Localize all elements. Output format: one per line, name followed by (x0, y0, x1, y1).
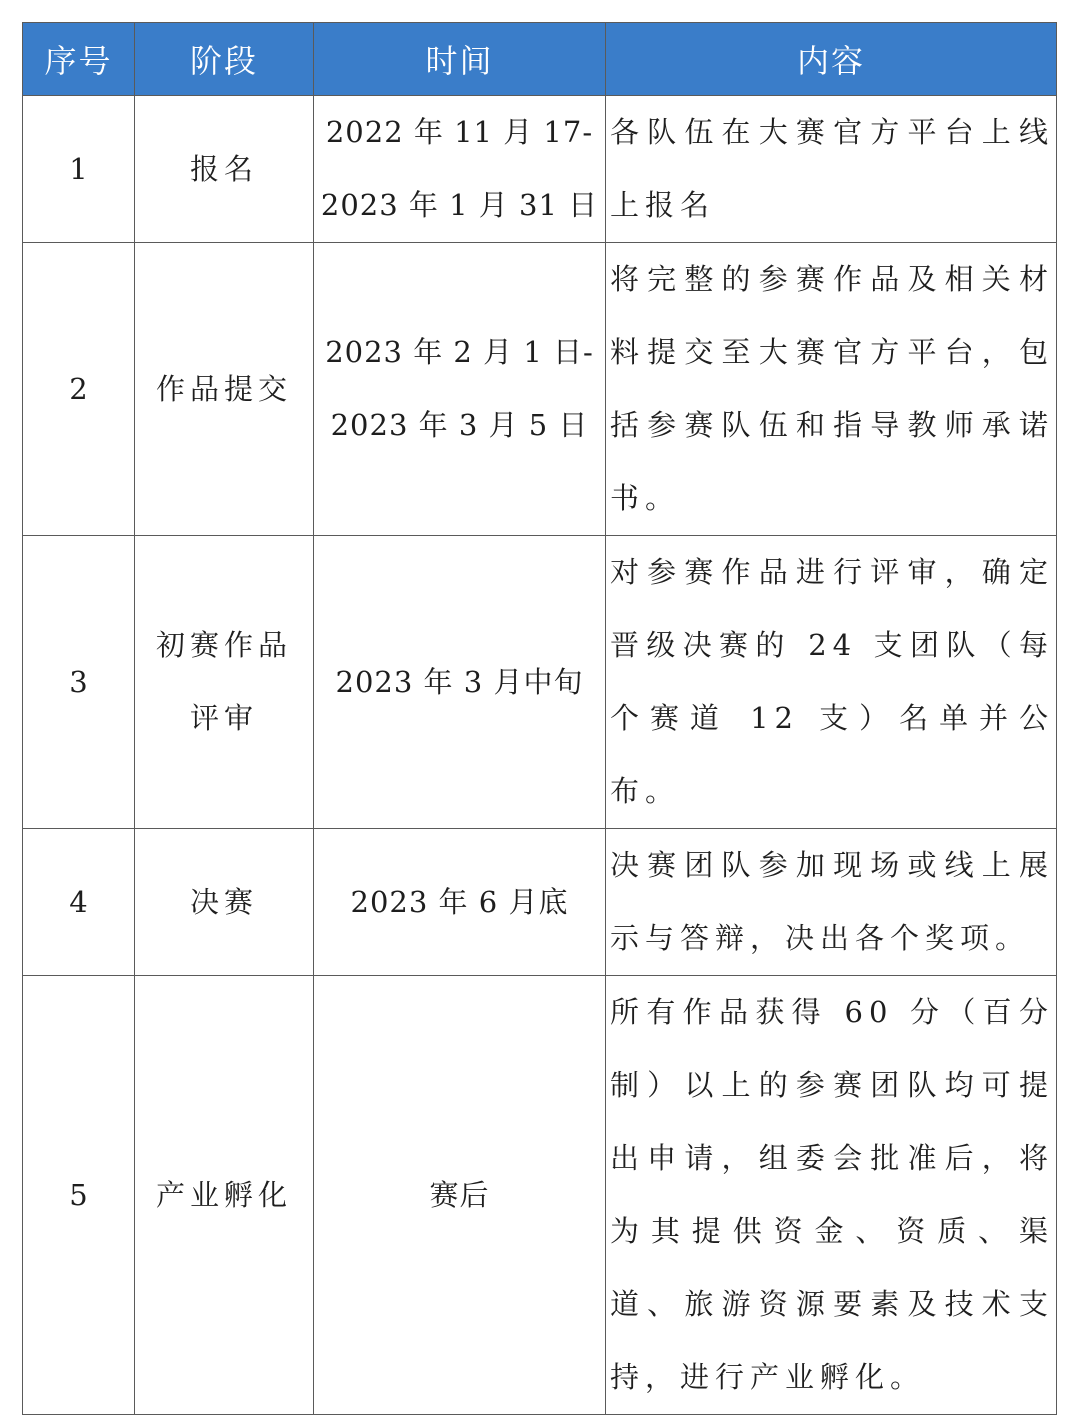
row-index: 2 (23, 243, 135, 536)
row-content: 所有作品获得 60 分（百分制）以上的参赛团队均可提出申请，组委会批准后，将为其提供资金、资质、渠道、旅游资源要素及技术支持，进行产业孵化。 (606, 976, 1057, 1415)
header-content: 内容 (606, 23, 1057, 96)
table-row (23, 96, 1057, 243)
stage-line: 作品提交 (155, 371, 292, 406)
header-index: 序号 (23, 23, 135, 96)
row-time (314, 829, 606, 976)
row-time (314, 976, 606, 1415)
stage-line: 评审 (189, 701, 258, 735)
header-time: 时间 (314, 23, 606, 96)
row-index: 5 (23, 976, 135, 1415)
row-time (314, 96, 606, 243)
row-index: 1 (23, 96, 135, 243)
stage-line: 产业孵化 (155, 1177, 292, 1212)
time-line: 2023 年 3 月 5 日 (330, 408, 589, 442)
table-row (23, 976, 1057, 1415)
time-line: 2023 年 2 月 1 日- (325, 335, 594, 369)
stage-line: 报名 (189, 151, 258, 186)
row-stage (135, 829, 314, 976)
time-line: 2022 年 11 月 17- (325, 115, 594, 149)
stage-line: 决赛 (189, 884, 258, 919)
row-content: 对参赛作品进行评审，确定晋级决赛的 24 支团队（每个赛道 12 支）名单并公布。 (606, 536, 1057, 829)
stage-line: 初赛作品 (155, 628, 292, 662)
row-stage (135, 536, 314, 829)
row-stage (135, 976, 314, 1415)
row-index: 4 (23, 829, 135, 976)
row-content: 各队伍在大赛官方平台上线上报名 (606, 96, 1057, 243)
row-stage (135, 243, 314, 536)
time-line: 2023 年 6 月底 (350, 884, 569, 919)
time-line: 2023 年 1 月 31 日 (320, 188, 599, 222)
time-line: 赛后 (429, 1177, 490, 1212)
time-line: 2023 年 3 月中旬 (335, 664, 584, 699)
row-stage (135, 96, 314, 243)
header-stage: 阶段 (135, 23, 314, 96)
table-row (23, 243, 1057, 536)
table-row (23, 829, 1057, 976)
table-header-row (23, 23, 1057, 96)
row-time (314, 536, 606, 829)
table-row (23, 536, 1057, 829)
schedule-table (22, 22, 1057, 1415)
row-index: 3 (23, 536, 135, 829)
row-time (314, 243, 606, 536)
row-content: 将完整的参赛作品及相关材料提交至大赛官方平台，包括参赛队伍和指导教师承诺书。 (606, 243, 1057, 536)
row-content: 决赛团队参加现场或线上展示与答辩，决出各个奖项。 (606, 829, 1057, 976)
